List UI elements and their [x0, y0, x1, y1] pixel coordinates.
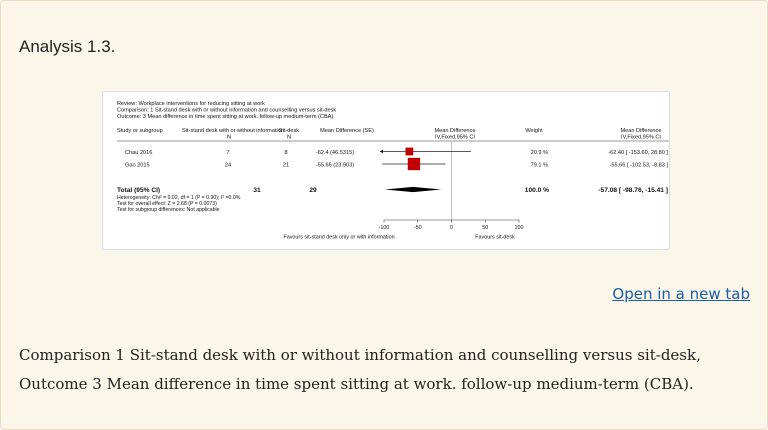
x-axis-tick-label: 50 — [482, 225, 489, 231]
subgroup-test-text: Test for subgroup differences: Not applicable — [117, 207, 220, 213]
study-name: Gao 2015 — [125, 162, 150, 169]
x-axis-tick-label: 0 — [450, 225, 453, 231]
col-study: Study or subgroup — [117, 128, 163, 134]
figure-caption: Comparison 1 Sit-stand desk with or without information and counselling versus sit-desk, Outcome 3 Mean difference in time spent sitting at work. follow-up medium-term (CBA). — [19, 346, 701, 393]
x-axis-tick-label: 100 — [514, 225, 524, 231]
pooled-diamond — [385, 187, 441, 192]
col-weight: Weight — [525, 128, 543, 134]
study-point — [408, 158, 420, 170]
col-effect: Mean Difference — [620, 128, 662, 134]
study-row — [125, 150, 668, 156]
overall-effect-text: Test for overall effect: Z = 2.68 (P = 0.0073) — [117, 201, 217, 207]
forest-plot-svg — [103, 92, 669, 249]
analysis-title: Analysis 1.3. — [19, 37, 116, 56]
study-n-exp: 7 — [226, 150, 230, 156]
study-n-ctrl: 8 — [284, 150, 288, 156]
total-weight: 100.0 % — [524, 187, 549, 194]
comparison-line: Comparison: 1 Sit-stand desk with or without information and counselling versus sit-desk — [117, 107, 337, 114]
study-weight: 79.1 % — [530, 162, 548, 169]
favours-right: Favours sit-desk — [475, 234, 515, 241]
x-axis-tick-label: -100 — [378, 225, 390, 231]
study-md-se: -55.66 (23.903) — [315, 162, 355, 169]
study-ci-text: -55.66 [ -102.53, -8.83 ] — [609, 162, 668, 169]
col-plot: Mean Difference — [434, 128, 476, 134]
col-exp-n: N — [226, 134, 232, 141]
col-ctrl: Sit-desk — [278, 128, 300, 134]
study-weight: 20.9 % — [530, 150, 548, 156]
total-n-exp: 31 — [253, 187, 261, 194]
col-md-se: Mean Difference (SE) — [320, 128, 374, 134]
col-ctrl-n: N — [286, 134, 292, 141]
study-ci-text: -62.40 [ -153.60, 28.80 ] — [608, 150, 668, 156]
total-ci-text: -57.08 [ -98.76, -15.41 ] — [598, 187, 668, 194]
study-n-ctrl: 21 — [282, 162, 290, 169]
open-in-new-tab-link[interactable]: Open in a new tab — [612, 285, 750, 303]
study-ci-arrow — [380, 150, 383, 154]
forest-plot-figure — [102, 91, 670, 250]
heterogeneity-text: Heterogeneity: Chi² = 0.02, df = 1 (P = 0.90); I² =0.0% — [117, 195, 241, 201]
study-n-exp: 24 — [224, 162, 232, 169]
total-n-ctrl: 29 — [309, 187, 317, 194]
study-name: Chau 2016 — [125, 150, 153, 156]
x-axis-tick-label: -50 — [413, 225, 422, 231]
favours-left: Favours sit-stand desk only or with information — [283, 234, 395, 241]
study-point — [405, 148, 413, 156]
total-label: Total (95% CI) — [117, 187, 161, 194]
col-effect-sub: IV,Fixed,95% CI — [621, 134, 661, 141]
review-line: Review: Workplace interventions for reducing sitting at work — [117, 101, 265, 107]
study-md-se: -62.4 (46.5315) — [315, 150, 355, 156]
col-exp: Sit-stand desk with or without information — [182, 128, 284, 134]
outcome-line: Outcome: 3 Mean difference in time spent sitting at work. follow-up medium-term (CBA) — [117, 114, 334, 120]
plot-area — [379, 142, 524, 231]
col-plot-sub: IV,Fixed,95% CI — [435, 134, 475, 141]
study-row — [125, 163, 668, 169]
